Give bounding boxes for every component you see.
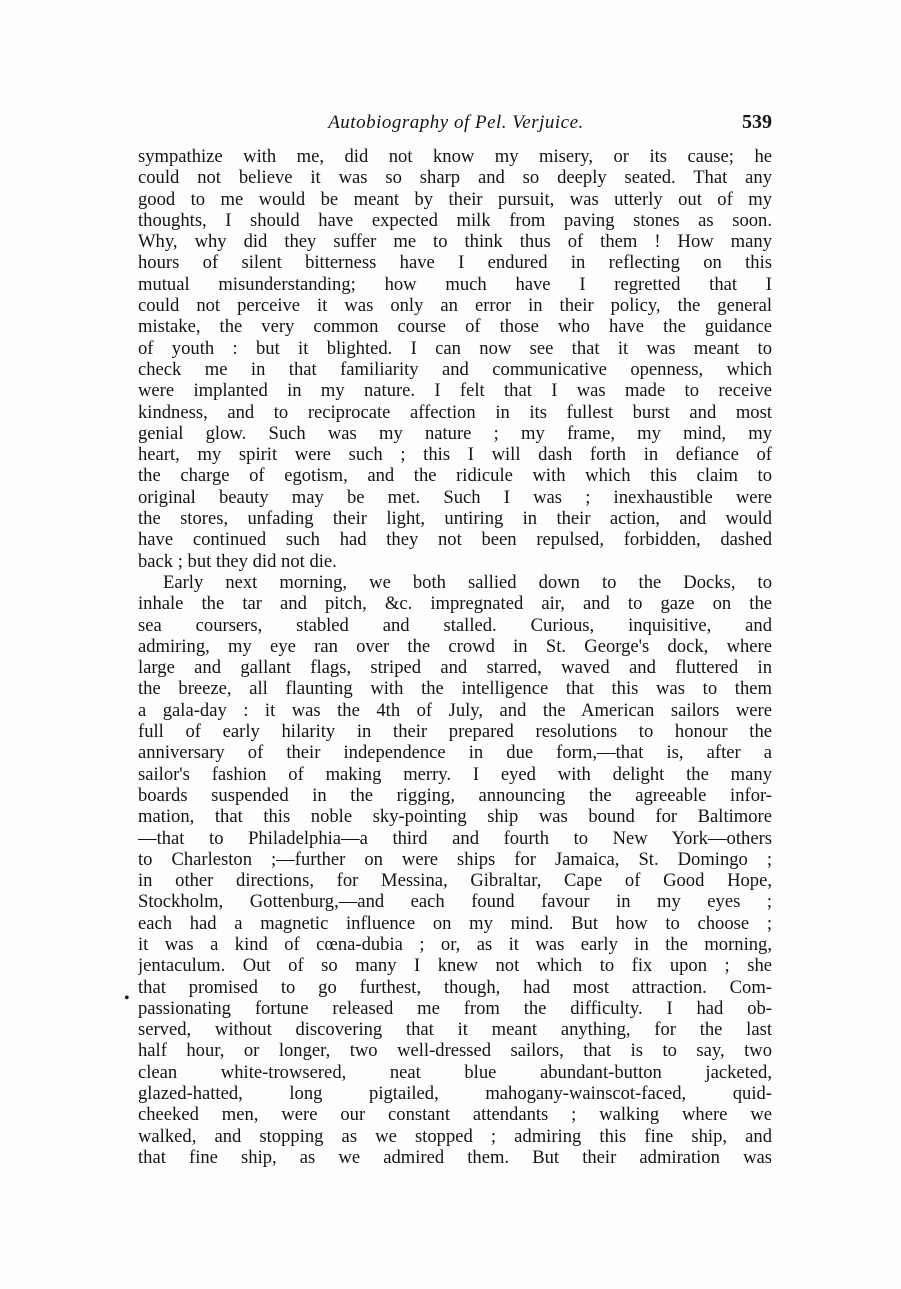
text-line: could not believe it was so sharp and so deeply seated. That any [138, 167, 772, 189]
text-line: half hour, or longer, two well-dressed sailors, that is to say, two [138, 1040, 772, 1062]
text-line: passionating fortune released me from the difficulty. I had ob- [138, 997, 772, 1019]
text-line: walked, and stopping as we stopped ; admiring this fine ship, and [138, 1125, 772, 1147]
text-line: sailor's fashion of making merry. I eyed with delight the many [138, 763, 772, 785]
text-line: Stockholm, Gottenburg,—and each found favour in my eyes ; [138, 891, 772, 913]
text-line: of youth : but it blighted. I can now see that it was meant to [138, 337, 772, 359]
text-line: kindness, and to reciprocate affection in its fullest burst and most [138, 401, 772, 423]
text-line: the charge of egotism, and the ridicule with which this claim to [138, 465, 772, 487]
text-line: large and gallant flags, striped and starred, waved and fluttered in [138, 657, 772, 679]
text-line: original beauty may be met. Such I was ; inexhaustible were [138, 486, 772, 508]
body-text [138, 146, 772, 1168]
text-line: inhale the tar and pitch, &c. impregnated air, and to gaze on the [138, 593, 772, 615]
paragraph-start-line: Early next morning, we both sallied down to the Docks, to [163, 571, 772, 593]
text-line: boards suspended in the rigging, announcing the agreeable infor- [138, 784, 772, 806]
margin-mark: • [124, 990, 130, 1007]
text-line: each had a magnetic influence on my mind. But how to choose ; [138, 912, 772, 934]
text-line: jentaculum. Out of so many I knew not which to fix upon ; she [138, 955, 772, 977]
text-line: genial glow. Such was my nature ; my frame, my mind, my [138, 422, 772, 444]
text-line: mation, that this noble sky-pointing ship was bound for Baltimore [138, 806, 772, 828]
text-line: cheeked men, were our constant attendants ; walking where we [138, 1104, 772, 1126]
text-line: served, without discovering that it meant anything, for the last [138, 1019, 772, 1041]
text-line: heart, my spirit were such ; this I will dash forth in defiance of [138, 444, 772, 466]
text-line: hours of silent bitterness have I endured in reflecting on this [138, 252, 772, 274]
running-title: Autobiography of Pel. Verjuice. [328, 112, 584, 133]
text-line: thoughts, I should have expected milk from paving stones as soon. [138, 209, 772, 231]
text-line: check me in that familiarity and communicative openness, which [138, 358, 772, 380]
text-line: could not perceive it was only an error in their policy, the general [138, 295, 772, 317]
text-line: it was a kind of cœna-dubia ; or, as it was early in the morning, [138, 933, 772, 955]
text-line: the stores, unfading their light, untiring in their action, and would [138, 508, 772, 530]
text-line: the breeze, all flaunting with the intelligence that this was to them [138, 678, 772, 700]
text-line: admiring, my eye ran over the crowd in St. George's dock, where [138, 635, 772, 657]
text-line: that promised to go furthest, though, had most attraction. Com- [138, 976, 772, 998]
text-line: were implanted in my nature. I felt that I was made to receive [138, 380, 772, 402]
paragraph-end-line: back ; but they did not die. [138, 550, 337, 572]
text-line: sea coursers, stabled and stalled. Curious, inquisitive, and [138, 614, 772, 636]
text-line: —that to Philadelphia—a third and fourth to New York—others [138, 827, 772, 849]
text-line: sympathize with me, did not know my misery, or its cause; he [138, 146, 772, 167]
text-line: a gala-day : it was the 4th of July, and the American sailors were [138, 699, 772, 721]
text-line: that fine ship, as we admired them. But their admiration was [138, 1146, 772, 1168]
text-line: Why, why did they suffer me to think thus of them ! How many [138, 231, 772, 253]
text-line: glazed-hatted, long pigtailed, mahogany-wainscot-faced, quid- [138, 1083, 772, 1105]
text-line: to Charleston ;—further on were ships for Jamaica, St. Domingo ; [138, 848, 772, 870]
text-line: good to me would be meant by their pursuit, was utterly out of my [138, 188, 772, 210]
running-head [140, 112, 772, 142]
text-line: clean white-trowsered, neat blue abundant-button jacketed, [138, 1061, 772, 1083]
text-line: have continued such had they not been repulsed, forbidden, dashed [138, 529, 772, 551]
text-line: full of early hilarity in their prepared resolutions to honour the [138, 721, 772, 743]
text-line: anniversary of their independence in due form,—that is, after a [138, 742, 772, 764]
text-line: in other directions, for Messina, Gibraltar, Cape of Good Hope, [138, 870, 772, 892]
text-line: mutual misunderstanding; how much have I regretted that I [138, 273, 772, 295]
page-number: 539 [742, 111, 772, 133]
text-line: mistake, the very common course of those who have the guidance [138, 316, 772, 338]
